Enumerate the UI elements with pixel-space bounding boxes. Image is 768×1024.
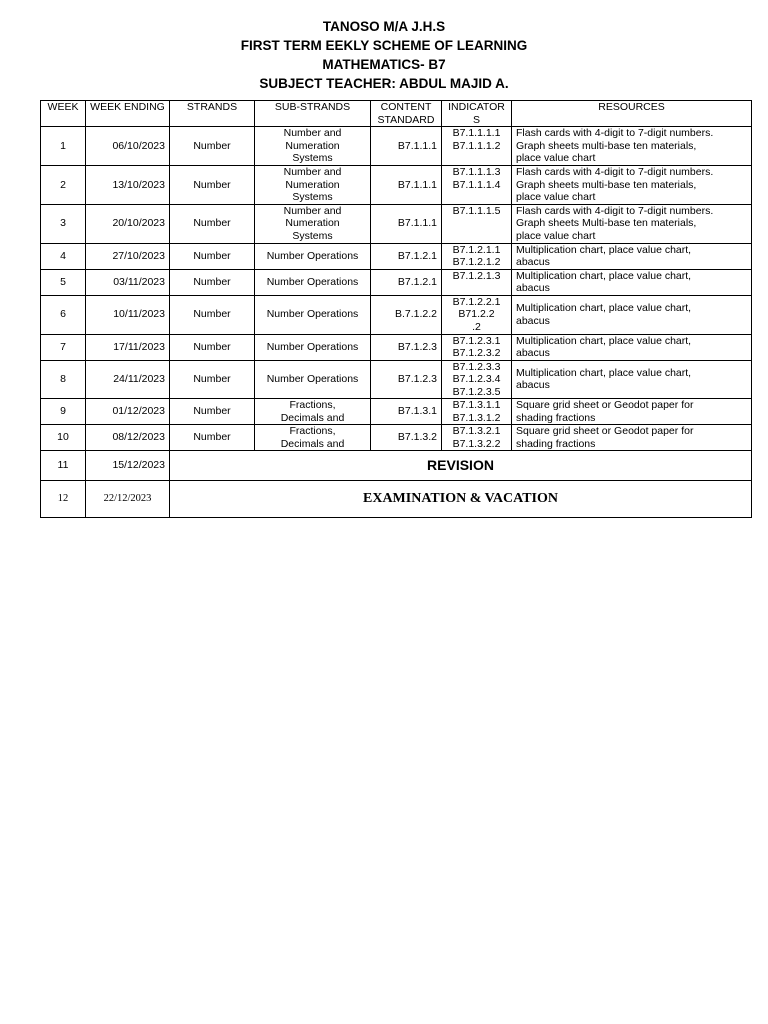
exam-ending: 22/12/2023 <box>86 481 170 518</box>
content-standard-cell: B7.1.3.2 <box>371 425 442 451</box>
indicators-cell: B7.1.1.1.5 <box>442 204 512 243</box>
revision-week: 11 <box>41 451 86 481</box>
table-header-row <box>41 101 752 127</box>
resources-cell: Multiplication chart, place value chart, abacus <box>512 269 752 295</box>
strand-cell: Number <box>170 269 255 295</box>
resources-cell: Flash cards with 4-digit to 7-digit numbers. Graph sheets multi-base ten materials, place value chart <box>512 127 752 166</box>
resources-cell: Flash cards with 4-digit to 7-digit numbers. Graph sheets multi-base ten materials, place value chart <box>512 166 752 205</box>
table-row <box>41 243 752 269</box>
week-ending-cell: 08/12/2023 <box>86 425 170 451</box>
content-standard-cell: B7.1.1.1 <box>371 204 442 243</box>
exam-row <box>41 481 752 518</box>
sub-strand-cell: Number Operations <box>255 243 371 269</box>
content-standard-cell: B7.1.2.3 <box>371 360 442 399</box>
week-cell: 8 <box>41 360 86 399</box>
content-standard-cell: B7.1.1.1 <box>371 166 442 205</box>
table-row <box>41 399 752 425</box>
exam-label: EXAMINATION & VACATION <box>170 481 752 518</box>
resources-cell: Multiplication chart, place value chart, abacus <box>512 360 752 399</box>
col-week-ending: WEEK ENDING <box>86 101 170 127</box>
content-standard-cell: B7.1.2.1 <box>371 243 442 269</box>
col-week: WEEK <box>41 101 86 127</box>
document-header <box>0 17 768 93</box>
week-cell: 4 <box>41 243 86 269</box>
strand-cell: Number <box>170 127 255 166</box>
week-ending-cell: 03/11/2023 <box>86 269 170 295</box>
subject-title: MATHEMATICS- B7 <box>322 57 446 72</box>
week-ending-cell: 13/10/2023 <box>86 166 170 205</box>
sub-strand-cell: Number Operations <box>255 295 371 334</box>
week-cell: 6 <box>41 295 86 334</box>
indicators-cell: B7.1.1.1.3 B7.1.1.1.4 <box>442 166 512 205</box>
week-ending-cell: 06/10/2023 <box>86 127 170 166</box>
strand-cell: Number <box>170 425 255 451</box>
week-ending-cell: 20/10/2023 <box>86 204 170 243</box>
content-standard-cell: B.7.1.2.2 <box>371 295 442 334</box>
strand-cell: Number <box>170 399 255 425</box>
resources-cell: Square grid sheet or Geodot paper for shading fractions <box>512 425 752 451</box>
table-row <box>41 295 752 334</box>
indicators-cell: B7.1.2.3.3 B7.1.2.3.4 B7.1.2.3.5 <box>442 360 512 399</box>
indicators-cell: B7.1.2.3.1 B7.1.2.3.2 <box>442 334 512 360</box>
revision-label: REVISION <box>170 451 752 481</box>
indicators-cell: B7.1.2.2.1 B71.2.2 .2 <box>442 295 512 334</box>
strand-cell: Number <box>170 334 255 360</box>
sub-strand-cell: Fractions, Decimals and <box>255 399 371 425</box>
table-row <box>41 269 752 295</box>
sub-strand-cell: Number Operations <box>255 360 371 399</box>
resources-cell: Multiplication chart, place value chart, abacus <box>512 295 752 334</box>
strand-cell: Number <box>170 295 255 334</box>
week-ending-cell: 27/10/2023 <box>86 243 170 269</box>
strand-cell: Number <box>170 243 255 269</box>
week-cell: 7 <box>41 334 86 360</box>
col-content-standard: CONTENT STANDARD <box>371 101 442 127</box>
school-name: TANOSO M/A J.H.S <box>322 19 446 34</box>
resources-cell: Multiplication chart, place value chart, abacus <box>512 243 752 269</box>
resources-cell: Multiplication chart, place value chart, abacus <box>512 334 752 360</box>
week-ending-cell: 17/11/2023 <box>86 334 170 360</box>
revision-ending: 15/12/2023 <box>86 451 170 481</box>
strand-cell: Number <box>170 166 255 205</box>
week-cell: 1 <box>41 127 86 166</box>
indicators-cell: B7.1.3.1.1 B7.1.3.1.2 <box>442 399 512 425</box>
week-cell: 2 <box>41 166 86 205</box>
content-standard-cell: B7.1.1.1 <box>371 127 442 166</box>
table-row <box>41 425 752 451</box>
week-cell: 5 <box>41 269 86 295</box>
resources-cell: Square grid sheet or Geodot paper for shading fractions <box>512 399 752 425</box>
indicators-cell: B7.1.3.2.1 B7.1.3.2.2 <box>442 425 512 451</box>
sub-strand-cell: Number Operations <box>255 334 371 360</box>
exam-week: 12 <box>41 481 86 518</box>
teacher-name: SUBJECT TEACHER: ABDUL MAJID A. <box>259 76 509 91</box>
week-cell: 10 <box>41 425 86 451</box>
indicators-cell: B7.1.2.1.3 <box>442 269 512 295</box>
sub-strand-cell: Number Operations <box>255 269 371 295</box>
table-row <box>41 204 752 243</box>
col-indicators: INDICATOR S <box>442 101 512 127</box>
content-standard-cell: B7.1.3.1 <box>371 399 442 425</box>
indicators-cell: B7.1.2.1.1 B7.1.2.1.2 <box>442 243 512 269</box>
week-cell: 9 <box>41 399 86 425</box>
content-standard-cell: B7.1.2.1 <box>371 269 442 295</box>
scheme-title: FIRST TERM EEKLY SCHEME OF LEARNING <box>240 38 528 53</box>
col-strands: STRANDS <box>170 101 255 127</box>
col-resources: RESOURCES <box>512 101 752 127</box>
week-ending-cell: 01/12/2023 <box>86 399 170 425</box>
strand-cell: Number <box>170 204 255 243</box>
table-row <box>41 334 752 360</box>
table-row <box>41 166 752 205</box>
resources-cell: Flash cards with 4-digit to 7-digit numbers. Graph sheets Multi-base ten materials, place value chart <box>512 204 752 243</box>
week-cell: 3 <box>41 204 86 243</box>
scheme-table <box>40 100 752 518</box>
sub-strand-cell: Fractions, Decimals and <box>255 425 371 451</box>
week-ending-cell: 24/11/2023 <box>86 360 170 399</box>
sub-strand-cell: Number and Numeration Systems <box>255 166 371 205</box>
table-row <box>41 360 752 399</box>
content-standard-cell: B7.1.2.3 <box>371 334 442 360</box>
sub-strand-cell: Number and Numeration Systems <box>255 127 371 166</box>
table-row <box>41 127 752 166</box>
strand-cell: Number <box>170 360 255 399</box>
sub-strand-cell: Number and Numeration Systems <box>255 204 371 243</box>
indicators-cell: B7.1.1.1.1 B7.1.1.1.2 <box>442 127 512 166</box>
week-ending-cell: 10/11/2023 <box>86 295 170 334</box>
revision-row <box>41 451 752 481</box>
col-sub-strands: SUB-STRANDS <box>255 101 371 127</box>
